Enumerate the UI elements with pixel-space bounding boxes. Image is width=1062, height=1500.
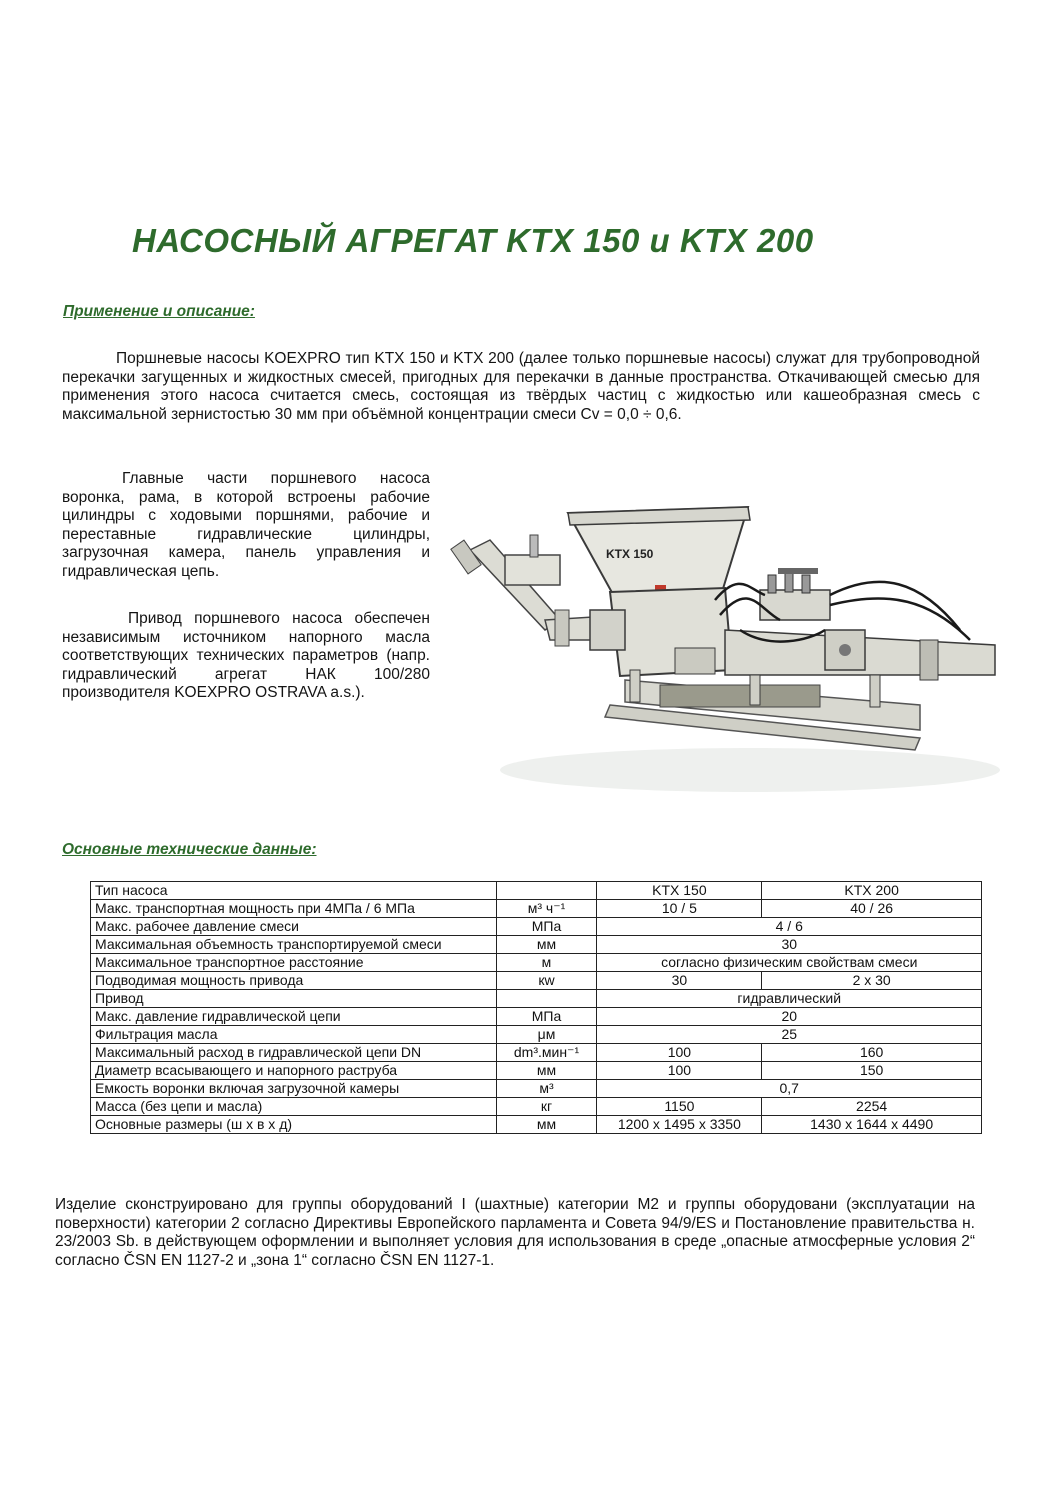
row-unit: dm³.мин⁻¹ bbox=[496, 1044, 597, 1062]
row-value-both: 0,7 bbox=[597, 1080, 982, 1098]
table-row bbox=[91, 954, 982, 972]
table-row bbox=[91, 936, 982, 954]
row-unit: мм bbox=[496, 936, 597, 954]
row-unit: м bbox=[496, 954, 597, 972]
row-unit: кг bbox=[496, 1098, 597, 1116]
row-value-model-1: 100 bbox=[597, 1044, 762, 1062]
intro-paragraph: Поршневые насосы KOEXPRO тип KTX 150 и KTX 200 (далее только поршневые насосы) служат для трубопроводной перекачки загущенных и жидкостных смесей, пригодных для перекачки в данные пространства. Откачивающей смесью для применения этого насоса считается смесь, состоящая из твёрдых частиц с жидкостью или кашеобразная смесь с максимальной зернистостью 30 мм при объёмной концентрации смеси Cv = 0,0 ÷ 0,6. bbox=[62, 350, 980, 423]
row-value-model-2: 150 bbox=[762, 1062, 982, 1080]
table-row bbox=[91, 1062, 982, 1080]
header-model-2: KTX 200 bbox=[762, 882, 982, 900]
row-unit: μм bbox=[496, 1026, 597, 1044]
section-heading-specs: Основные технические данные: bbox=[62, 841, 317, 858]
table-header-row bbox=[91, 882, 982, 900]
row-value-model-2: 2254 bbox=[762, 1098, 982, 1116]
table-row bbox=[91, 900, 982, 918]
row-param: Максимальный расход в гидравлической цепи DN bbox=[91, 1044, 497, 1062]
table-row bbox=[91, 1026, 982, 1044]
row-value-both: гидравлический bbox=[597, 990, 982, 1008]
table-row bbox=[91, 1008, 982, 1026]
main-parts-paragraph: Главные части поршневого насоса воронка, рама, в которой встроены рабочие цилиндры с ходовыми поршнями, рабочие и переставные гидравлические цилиндры, загрузочная камера, панель управления и гидравлическая цепь. bbox=[62, 470, 430, 580]
hopper-label: KTX 150 bbox=[606, 547, 654, 561]
row-value-both: 25 bbox=[597, 1026, 982, 1044]
row-value-model-2: 40 / 26 bbox=[762, 900, 982, 918]
spec-table-body bbox=[91, 882, 982, 1134]
table-row bbox=[91, 1098, 982, 1116]
row-param: Основные размеры (ш x в x д) bbox=[91, 1116, 497, 1134]
row-value-model-1: 30 bbox=[597, 972, 762, 990]
row-param: Макс. рабочее давление смеси bbox=[91, 918, 497, 936]
row-unit bbox=[496, 990, 597, 1008]
header-model-1: KTX 150 bbox=[597, 882, 762, 900]
table-row bbox=[91, 1080, 982, 1098]
row-unit: МПа bbox=[496, 918, 597, 936]
table-row bbox=[91, 1116, 982, 1134]
row-value-model-2: 1430 x 1644 x 4490 bbox=[762, 1116, 982, 1134]
row-value-both: 30 bbox=[597, 936, 982, 954]
page-title: НАСОСНЫЙ АГРЕГАТ KTX 150 и KTX 200 bbox=[132, 222, 814, 259]
row-param: Подводимая мощность привода bbox=[91, 972, 497, 990]
row-value-both: 20 bbox=[597, 1008, 982, 1026]
row-param: Макс. транспортная мощность при 4МПа / 6 МПа bbox=[91, 900, 497, 918]
row-value-model-1: 10 / 5 bbox=[597, 900, 762, 918]
row-unit: мм bbox=[496, 1062, 597, 1080]
row-param: Масса (без цепи и масла) bbox=[91, 1098, 497, 1116]
drive-paragraph: Привод поршневого насоса обеспечен независимым источником напорного масла соответствующих технических параметров (напр. гидравлический агрегат НАК 100/280 производителя KOEXPRO OSTRAVA a.s.). bbox=[62, 610, 430, 701]
row-param: Максимальное транспортное расстояние bbox=[91, 954, 497, 972]
header-param: Тип насоса bbox=[91, 882, 497, 900]
row-unit: кw bbox=[496, 972, 597, 990]
row-param: Привод bbox=[91, 990, 497, 1008]
row-value-model-2: 160 bbox=[762, 1044, 982, 1062]
table-row bbox=[91, 972, 982, 990]
row-unit: м³ bbox=[496, 1080, 597, 1098]
row-param: Максимальная объемность транспортируемой смеси bbox=[91, 936, 497, 954]
row-unit: м³ ч⁻¹ bbox=[496, 900, 597, 918]
row-param: Емкость воронки включая загрузочной камеры bbox=[91, 1080, 497, 1098]
row-value-model-1: 1150 bbox=[597, 1098, 762, 1116]
row-value-both: согласно физическим свойствам смеси bbox=[597, 954, 982, 972]
row-param: Макс. давление гидравлической цепи bbox=[91, 1008, 497, 1026]
row-unit: мм bbox=[496, 1116, 597, 1134]
table-row bbox=[91, 1044, 982, 1062]
row-value-model-1: 1200 x 1495 x 3350 bbox=[597, 1116, 762, 1134]
row-param: Диаметр всасывающего и напорного раструба bbox=[91, 1062, 497, 1080]
compliance-paragraph: Изделие сконструировано для группы оборудований I (шахтные) категории M2 и группы оборудовани (эксплуатации на поверхности) категории 2 согласно Директивы Европейского парламента и Совета 94/9/ES и Постановление правительства н. 23/2003 Sb. в действующем оформлении и выполняет условия для использования в среде „опасные атмосферные условия 2“ согласно ČSN EN 1127-2 и „зона 1“ согласно ČSN EN 1127-1. bbox=[55, 1196, 975, 1269]
table-row bbox=[91, 918, 982, 936]
row-value-model-1: 100 bbox=[597, 1062, 762, 1080]
section-heading-description: Применение и описание: bbox=[63, 303, 255, 320]
row-value-both: 4 / 6 bbox=[597, 918, 982, 936]
table-row bbox=[91, 990, 982, 1008]
row-unit: МПа bbox=[496, 1008, 597, 1026]
row-value-model-2: 2 x 30 bbox=[762, 972, 982, 990]
hopper bbox=[568, 507, 750, 598]
header-unit bbox=[496, 882, 597, 900]
spec-table bbox=[90, 881, 982, 1134]
row-param: Фильтрация масла bbox=[91, 1026, 497, 1044]
pump-photo bbox=[450, 480, 1012, 820]
